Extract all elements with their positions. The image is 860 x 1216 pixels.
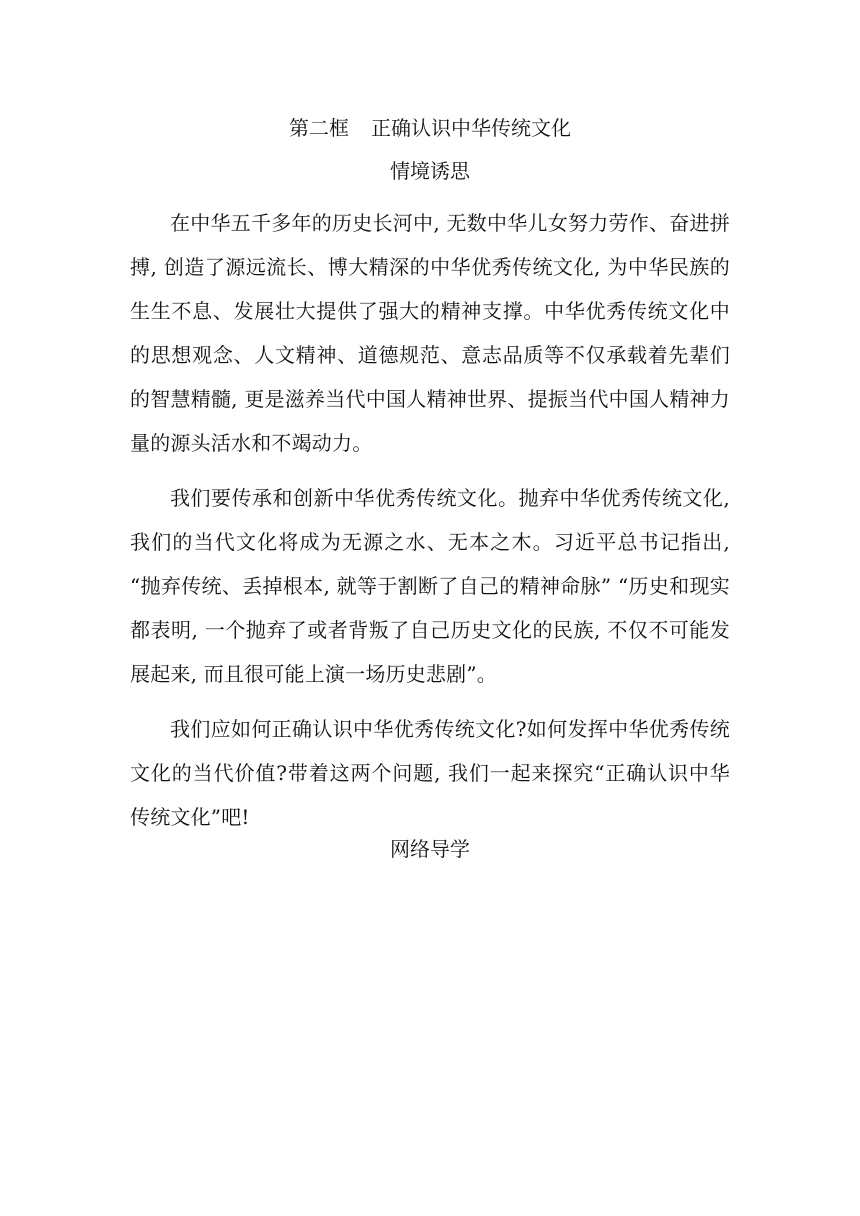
- paragraph-1: 在中华五千多年的历史长河中, 无数中华儿女努力劳作、奋进拼搏, 创造了源远流长、博大精深的中华优秀传统文化, 为中华民族的生生不息、发展壮大提供了强大的精神支撑。中华优秀传统文化中的思想观念、人文精神、道德规范、意志品质等不仅承载着先辈们的智慧精髓, 更是滋养当代中国人精神世界、提振当代中国人精神力量的源头活水和不竭动力。: [130, 211, 730, 455]
- paragraph-2: 我们要传承和创新中华优秀传统文化。抛弃中华优秀传统文化, 我们的当代文化将成为无源之水、无本之木。习近平总书记指出, “抛弃传统、丢掉根本, 就等于割断了自己的精神命脉” “历史和现实都表明, 一个抛弃了或者背叛了自己历史文化的民族, 不仅不可能发展起来, 而且很可能上演一场历史悲剧”。: [130, 486, 730, 686]
- lesson-title: [130, 114, 730, 142]
- paragraph-3: 我们应如何正确认识中华优秀传统文化?如何发挥中华优秀传统文化的当代价值?带着这两个问题, 我们一起来探究“正确认识中华传统文化”吧!: [130, 717, 730, 829]
- section-heading-scenario: 情境诱思: [390, 159, 470, 183]
- lesson-title-number: 第二框: [289, 116, 349, 140]
- lesson-title-text: 正确认识中华传统文化: [371, 116, 571, 140]
- section-heading-online: 网络导学: [390, 837, 470, 861]
- body-text: [130, 201, 730, 850]
